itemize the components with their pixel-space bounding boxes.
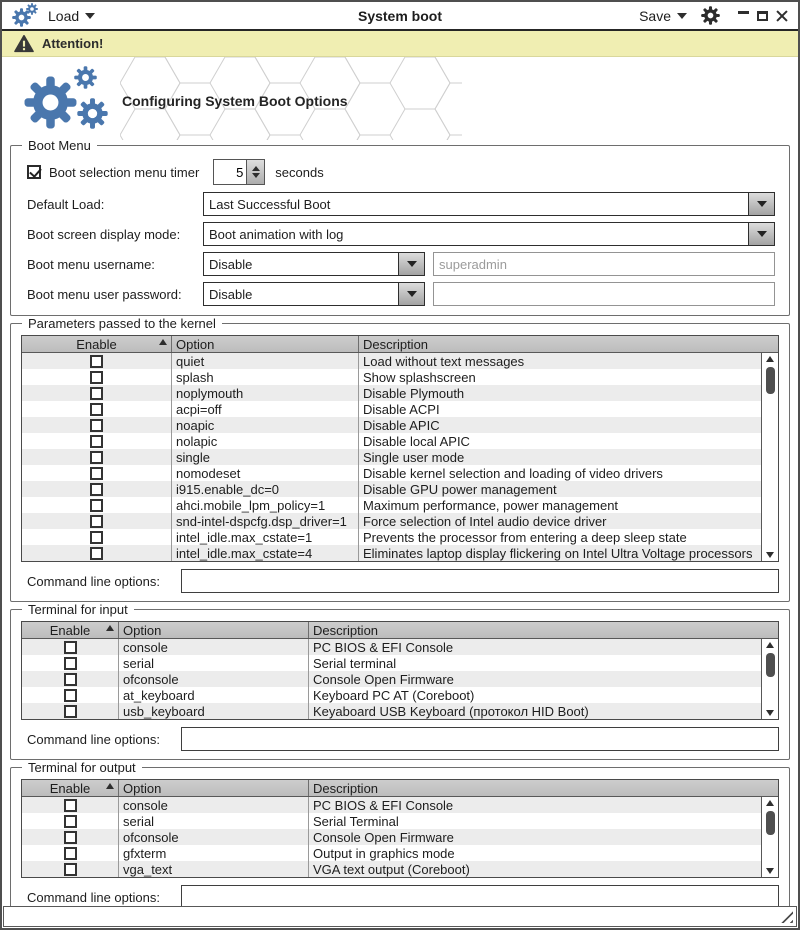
enable-checkbox[interactable]	[64, 689, 77, 702]
option-cell: vga_text	[119, 861, 309, 877]
default-load-label: Default Load:	[27, 196, 105, 212]
dropdown-arrow-button[interactable]	[398, 283, 424, 305]
enable-checkbox[interactable]	[64, 847, 77, 860]
title-bar	[2, 2, 798, 31]
vertical-scrollbar[interactable]	[761, 797, 778, 877]
display-mode-value: Boot animation with log	[209, 226, 344, 242]
enable-checkbox[interactable]	[90, 483, 103, 496]
timer-value-input[interactable]	[214, 160, 246, 184]
column-header-option[interactable]: Option	[172, 336, 359, 352]
description-cell: Disable APIC	[363, 417, 440, 433]
description-cell: VGA text output (Coreboot)	[313, 861, 470, 877]
vertical-scrollbar[interactable]	[761, 639, 778, 719]
table-row[interactable]	[22, 861, 761, 877]
dropdown-arrow-button[interactable]	[748, 223, 774, 245]
option-cell: console	[119, 639, 309, 655]
close-button[interactable]	[776, 10, 788, 22]
enable-checkbox[interactable]	[90, 371, 103, 384]
table-body	[22, 353, 761, 561]
scroll-down-icon[interactable]	[766, 549, 774, 561]
enable-checkbox[interactable]	[90, 355, 103, 368]
table-row[interactable]	[22, 829, 761, 845]
option-cell: serial	[119, 655, 309, 671]
description-cell: Disable GPU power management	[363, 481, 557, 497]
table-row[interactable]	[22, 481, 761, 497]
enable-checkbox[interactable]	[90, 531, 103, 544]
enable-checkbox[interactable]	[64, 641, 77, 654]
table-row[interactable]	[22, 797, 761, 813]
table-row[interactable]	[22, 513, 761, 529]
sort-ascending-icon	[159, 339, 167, 345]
table-row[interactable]	[22, 401, 761, 417]
column-header-option[interactable]: Option	[119, 622, 309, 638]
cmdline-label: Command line options:	[27, 889, 160, 905]
terminal-output-table	[21, 779, 779, 878]
spin-down-icon	[252, 173, 260, 178]
description-cell: PC BIOS & EFI Console	[313, 797, 454, 813]
username-input[interactable]	[433, 252, 775, 276]
password-mode-value: Disable	[209, 286, 253, 302]
password-input[interactable]	[433, 282, 775, 306]
scroll-down-icon[interactable]	[766, 865, 774, 877]
option-cell: console	[119, 797, 309, 813]
terminal-output-legend: Terminal for output	[22, 760, 142, 775]
description-cell: Serial Terminal	[313, 813, 399, 829]
enable-checkbox[interactable]	[64, 815, 77, 828]
chevron-down-icon	[757, 231, 767, 237]
option-cell: splash	[172, 369, 359, 385]
column-header-enable[interactable]	[22, 622, 119, 638]
table-row[interactable]	[22, 703, 761, 719]
table-row[interactable]	[22, 655, 761, 671]
option-cell: quiet	[172, 353, 359, 369]
enable-checkbox[interactable]	[90, 451, 103, 464]
settings-gear-icon[interactable]	[701, 6, 720, 25]
description-cell: Console Open Firmware	[313, 671, 454, 687]
kernel-params-legend: Parameters passed to the kernel	[22, 316, 222, 331]
column-header-description[interactable]: Description	[313, 622, 379, 638]
option-cell: intel_idle.max_cstate=4	[172, 545, 359, 561]
chevron-down-icon	[407, 291, 417, 297]
enable-checkbox[interactable]	[90, 467, 103, 480]
chevron-down-icon	[407, 261, 417, 267]
option-cell: ofconsole	[119, 671, 309, 687]
display-mode-select[interactable]	[203, 222, 775, 246]
column-header-option[interactable]: Option	[119, 780, 309, 796]
default-load-select[interactable]	[203, 192, 775, 216]
sort-ascending-icon	[106, 783, 114, 789]
attention-banner	[2, 31, 798, 57]
scroll-up-icon[interactable]	[766, 353, 774, 365]
enable-checkbox[interactable]	[90, 499, 103, 512]
description-cell: Prevents the processor from entering a deep sleep state	[363, 529, 687, 545]
table-row[interactable]	[22, 465, 761, 481]
status-bar	[3, 906, 797, 927]
table-body	[22, 639, 761, 719]
terminal-input-cmdline-input[interactable]	[181, 727, 779, 751]
scroll-down-icon[interactable]	[766, 707, 774, 719]
password-label: Boot menu user password:	[27, 286, 182, 302]
description-cell: Output in graphics mode	[313, 845, 455, 861]
table-row[interactable]	[22, 385, 761, 401]
chevron-down-icon	[677, 13, 687, 19]
option-cell: at_keyboard	[119, 687, 309, 703]
chevron-down-icon	[85, 13, 95, 19]
table-header	[22, 622, 778, 639]
option-cell: noapic	[172, 417, 359, 433]
enable-header-label: Enable	[49, 780, 91, 796]
enable-checkbox[interactable]	[64, 863, 77, 876]
option-cell: usb_keyboard	[119, 703, 309, 719]
enable-checkbox[interactable]	[90, 419, 103, 432]
kernel-cmdline-input[interactable]	[181, 569, 779, 593]
option-cell: noplymouth	[172, 385, 359, 401]
table-body	[22, 797, 761, 877]
table-header	[22, 336, 778, 353]
description-cell: Keyboard PC AT (Coreboot)	[313, 687, 475, 703]
scroll-up-icon[interactable]	[766, 639, 774, 651]
table-row[interactable]	[22, 369, 761, 385]
enable-header-label: Enable	[76, 336, 117, 352]
attention-text: Attention!	[42, 36, 104, 51]
option-cell: acpi=off	[172, 401, 359, 417]
spinner-buttons[interactable]	[246, 160, 264, 184]
chevron-down-icon	[757, 201, 767, 207]
save-menu-button[interactable]	[639, 8, 687, 24]
maximize-button[interactable]	[757, 11, 768, 21]
timer-spinner	[213, 159, 265, 185]
terminal-output-section	[10, 760, 790, 918]
sort-ascending-icon	[106, 625, 114, 631]
enable-checkbox[interactable]	[90, 515, 103, 528]
scroll-up-icon[interactable]	[766, 797, 774, 809]
table-row[interactable]	[22, 353, 761, 369]
description-cell: Serial terminal	[313, 655, 397, 671]
page-header	[2, 57, 798, 140]
kernel-params-table	[21, 335, 779, 562]
enable-checkbox[interactable]	[64, 831, 77, 844]
boot-menu-legend: Boot Menu	[22, 138, 97, 153]
option-cell: single	[172, 449, 359, 465]
gears-illustration	[24, 66, 112, 132]
username-mode-select[interactable]	[203, 252, 425, 276]
option-cell: ahci.mobile_lpm_policy=1	[172, 497, 359, 513]
description-cell: Maximum performance, power management	[363, 497, 619, 513]
kernel-params-section	[10, 316, 790, 602]
enable-checkbox[interactable]	[90, 547, 103, 560]
description-cell: Single user mode	[363, 449, 465, 465]
scrollbar-thumb[interactable]	[766, 811, 775, 835]
boot-menu-section	[10, 138, 790, 316]
enable-checkbox[interactable]	[90, 435, 103, 448]
description-cell: Disable ACPI	[363, 401, 440, 417]
vertical-scrollbar[interactable]	[761, 353, 778, 561]
username-mode-value: Disable	[209, 256, 253, 272]
table-row[interactable]	[22, 545, 761, 561]
timer-checkbox[interactable]	[27, 165, 41, 179]
option-cell: i915.enable_dc=0	[172, 481, 359, 497]
description-cell: Load without text messages	[363, 353, 525, 369]
option-cell: gfxterm	[119, 845, 309, 861]
scrollbar-thumb[interactable]	[766, 367, 775, 394]
option-cell: nomodeset	[172, 465, 359, 481]
scrollbar-thumb[interactable]	[766, 653, 775, 677]
column-header-description[interactable]: Description	[313, 780, 379, 796]
option-cell: intel_idle.max_cstate=1	[172, 529, 359, 545]
table-row[interactable]	[22, 449, 761, 465]
cmdline-label: Command line options:	[27, 573, 160, 589]
enable-checkbox[interactable]	[90, 403, 103, 416]
option-cell: nolapic	[172, 433, 359, 449]
description-cell: Force selection of Intel audio device driver	[363, 513, 607, 529]
terminal-input-section	[10, 602, 790, 760]
description-cell: PC BIOS & EFI Console	[313, 639, 454, 655]
spin-up-icon	[252, 166, 260, 171]
dropdown-arrow-button[interactable]	[398, 253, 424, 275]
table-row[interactable]	[22, 687, 761, 703]
enable-header-label: Enable	[49, 622, 91, 638]
table-row[interactable]	[22, 813, 761, 829]
table-row[interactable]	[22, 497, 761, 513]
username-label: Boot menu username:	[27, 256, 155, 272]
column-header-enable[interactable]	[22, 336, 172, 352]
option-cell: ofconsole	[119, 829, 309, 845]
description-cell: Disable kernel selection and loading of video drivers	[363, 465, 663, 481]
timer-unit-label: seconds	[275, 164, 324, 180]
table-header	[22, 780, 778, 797]
resize-grip[interactable]	[780, 910, 793, 923]
terminal-input-legend: Terminal for input	[22, 602, 134, 617]
enable-checkbox[interactable]	[64, 673, 77, 686]
description-cell: Disable Plymouth	[363, 385, 465, 401]
minimize-button[interactable]	[738, 11, 749, 14]
default-load-value: Last Successful Boot	[209, 196, 331, 212]
column-header-description[interactable]: Description	[363, 336, 429, 352]
enable-checkbox[interactable]	[90, 387, 103, 400]
table-row[interactable]	[22, 417, 761, 433]
table-row[interactable]	[22, 845, 761, 861]
page-title: System boot	[357, 7, 442, 24]
description-cell: Eliminates laptop display flickering on Intel Ultra Voltage processors	[363, 545, 753, 561]
load-menu-label: Load	[48, 7, 80, 24]
app-gears-icon	[12, 3, 39, 28]
enable-checkbox[interactable]	[64, 799, 77, 812]
option-cell: snd-intel-dspcfg.dsp_driver=1	[172, 513, 359, 529]
table-row[interactable]	[22, 433, 761, 449]
dropdown-arrow-button[interactable]	[748, 193, 774, 215]
warning-icon	[14, 35, 34, 53]
password-mode-select[interactable]	[203, 282, 425, 306]
load-menu-button[interactable]	[48, 8, 95, 24]
description-cell: Console Open Firmware	[313, 829, 454, 845]
table-row[interactable]	[22, 639, 761, 655]
header-title: Configuring System Boot Options	[122, 93, 348, 109]
description-cell: Disable local APIC	[363, 433, 470, 449]
option-cell: serial	[119, 813, 309, 829]
enable-checkbox[interactable]	[64, 705, 77, 718]
description-cell: Keyaboard USB Keyboard (протокол HID Boot)	[313, 703, 589, 719]
enable-checkbox[interactable]	[64, 657, 77, 670]
table-row[interactable]	[22, 529, 761, 545]
timer-label: Boot selection menu timer	[49, 164, 200, 180]
terminal-input-table	[21, 621, 779, 720]
description-cell: Show splashscreen	[363, 369, 476, 385]
table-row[interactable]	[22, 671, 761, 687]
save-menu-label: Save	[639, 7, 671, 24]
column-header-enable[interactable]	[22, 780, 119, 796]
cmdline-label: Command line options:	[27, 731, 160, 747]
display-mode-label: Boot screen display mode:	[27, 226, 181, 242]
